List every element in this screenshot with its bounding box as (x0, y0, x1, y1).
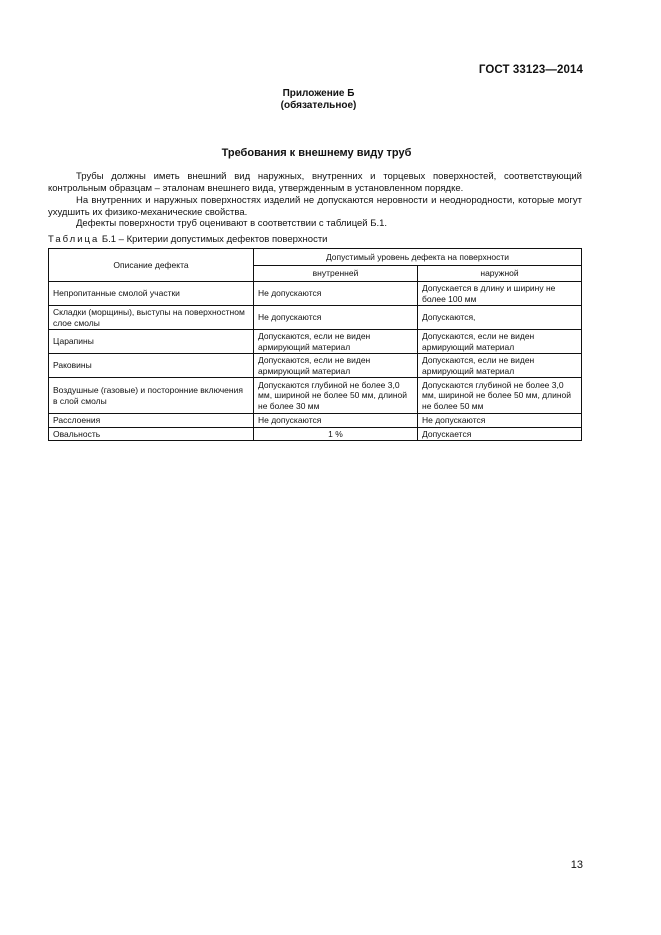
header-inner: внутренней (254, 265, 418, 282)
inner-cell: Не допускаются (254, 306, 418, 330)
paragraph-3: Дефекты поверхности труб оценивают в соответствии с таблицей Б.1. (76, 218, 388, 229)
inner-cell: Допускаются глубиной не более 3,0 мм, шириной не более 50 мм, длиной не более 30 мм (254, 378, 418, 414)
outer-cell: Допускается (418, 427, 582, 441)
page-number: 13 (570, 859, 583, 871)
inner-cell: Не допускаются (254, 282, 418, 306)
outer-cell: Не допускаются (418, 414, 582, 428)
appendix-status: (обязательное) (280, 100, 357, 111)
table-row (49, 306, 582, 330)
defects-table (48, 248, 582, 441)
header-allowed-level: Допустимый уровень дефекта на поверхности (254, 249, 582, 266)
defect-cell: Овальность (49, 427, 254, 441)
table-caption (48, 234, 328, 245)
table-row (49, 330, 582, 354)
table-row (49, 282, 582, 306)
table-row (49, 427, 582, 441)
table-row (49, 378, 582, 414)
table-caption-text: Б.1 – Критерии допустимых дефектов поверхности (99, 234, 328, 245)
inner-cell: 1 % (254, 427, 418, 441)
paragraph-2: На внутренних и наружных поверхностях изделий не допускаются неровности и неоднородности, которые могут ухудшить их физико-механические свойства. (48, 195, 582, 218)
inner-cell: Не допускаются (254, 414, 418, 428)
inner-cell: Допускаются, если не виден армирующий материал (254, 330, 418, 354)
table-caption-label: Таблица (48, 234, 100, 245)
defect-cell: Раковины (49, 354, 254, 378)
table-row (49, 414, 582, 428)
defect-cell: Непропитанные смолой участки (49, 282, 254, 306)
section-title: Требования к внешнему виду труб (221, 147, 412, 159)
defect-cell: Расслоения (49, 414, 254, 428)
standard-number: ГОСТ 33123—2014 (478, 64, 583, 76)
outer-cell: Допускаются глубиной не более 3,0 мм, шириной не более 50 мм, длиной не более 50 мм (418, 378, 582, 414)
appendix-title: Приложение Б (282, 88, 355, 99)
outer-cell: Допускаются, если не виден армирующий материал (418, 354, 582, 378)
defect-cell: Воздушные (газовые) и посторонние включения в слой смолы (49, 378, 254, 414)
defect-cell: Царапины (49, 330, 254, 354)
header-outer: наружной (418, 265, 582, 282)
paragraph-1: Трубы должны иметь внешний вид наружных, внутренних и торцевых поверхностей, соответствующий контрольным образцам – эталонам внешнего вида, утвержденным в установленном порядке. (48, 171, 582, 194)
defect-cell: Складки (морщины), выступы на поверхностном слое смолы (49, 306, 254, 330)
inner-cell: Допускаются, если не виден армирующий материал (254, 354, 418, 378)
outer-cell: Допускаются, (418, 306, 582, 330)
outer-cell: Допускается в длину и ширину не более 100 мм (418, 282, 582, 306)
header-defect: Описание дефекта (49, 249, 254, 282)
table-row (49, 354, 582, 378)
outer-cell: Допускаются, если не виден армирующий материал (418, 330, 582, 354)
